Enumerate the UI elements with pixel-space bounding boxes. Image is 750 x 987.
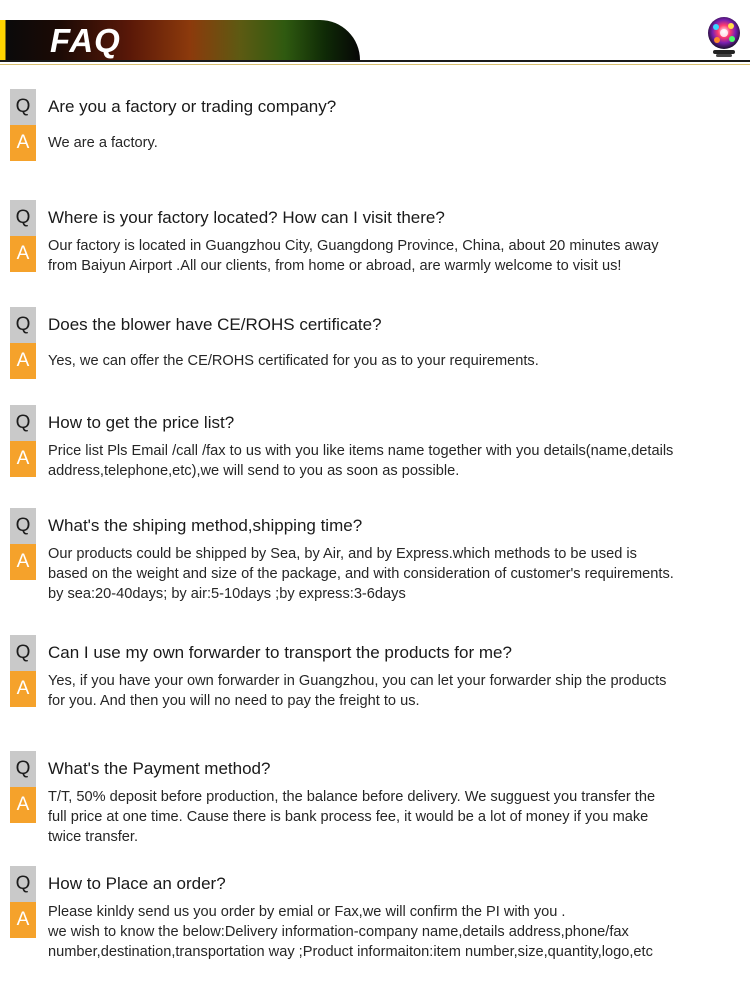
faq-answer [48, 787, 748, 847]
answer-badge: A [10, 787, 36, 823]
answer-badge: A [10, 236, 36, 272]
faq-answer-line: Our factory is located in Guangzhou City, Guangdong Province, China, about 20 minutes away [48, 238, 659, 254]
question-badge: Q [10, 405, 36, 441]
faq-answer-line: Please kinldy send us you order by emial or Fax,we will confirm the PI with you . [48, 904, 566, 920]
faq-answer-line: based on the weight and size of the package, and with consideration of customer's requirements. [48, 566, 674, 582]
faq-question-row [0, 405, 750, 441]
faq-answer-line: from Baiyun Airport .All our clients, from home or abroad, are warmly welcome to visit us! [48, 258, 622, 274]
answer-badge: A [10, 902, 36, 938]
faq-answer-line: We are a factory. [48, 135, 158, 151]
faq-question-row [0, 89, 750, 125]
question-badge: Q [10, 751, 36, 787]
faq-header [0, 0, 750, 70]
answer-badge: A [10, 125, 36, 161]
faq-question: Where is your factory located? How can I visit there? [48, 208, 445, 227]
faq-answer-line: full price at one time. Cause there is bank process fee, it would be a lot of money if you make [48, 809, 649, 825]
faq-question: How to get the price list? [48, 413, 235, 432]
faq-answer-line: Yes, we can offer the CE/ROHS certificated for you as to your requirements. [48, 353, 539, 369]
faq-answer-line: number,destination,transportation way ;Product informaiton:item number,size,quantity,logo,etc [48, 944, 653, 960]
faq-question: What's the shiping method,shipping time? [48, 516, 363, 535]
question-badge: Q [10, 508, 36, 544]
faq-question-row [0, 635, 750, 671]
faq-answer [48, 671, 748, 711]
faq-answer-line: address,telephone,etc),we will send to you as soon as possible. [48, 463, 460, 479]
faq-answer [48, 351, 748, 371]
question-badge: Q [10, 200, 36, 236]
question-badge: Q [10, 635, 36, 671]
faq-question: Can I use my own forwarder to transport the products for me? [48, 643, 512, 662]
faq-answer-line: by sea:20-40days; by air:5-10days ;by express:3-6days [48, 586, 406, 602]
answer-badge: A [10, 671, 36, 707]
faq-answer-line: we wish to know the below:Delivery information-company name,details address,phone/fax [48, 924, 629, 940]
faq-question-row [0, 307, 750, 343]
answer-badge: A [10, 343, 36, 379]
header-divider [0, 60, 750, 62]
faq-question-row [0, 200, 750, 236]
answer-badge: A [10, 544, 36, 580]
question-badge: Q [10, 89, 36, 125]
faq-answer-line: for you. And then you will no need to pay the freight to us. [48, 693, 420, 709]
faq-answer-line: Our products could be shipped by Sea, by Air, and by Express.which methods to be used is [48, 546, 637, 562]
faq-answer-line: Price list Pls Email /call /fax to us with you like items name together with you details(name,details [48, 443, 674, 459]
faq-question: Does the blower have CE/ROHS certificate? [48, 315, 382, 334]
faq-question-row [0, 508, 750, 544]
question-badge: Q [10, 307, 36, 343]
colorful-sphere-logo-icon [704, 14, 744, 60]
header-divider-accent [0, 64, 750, 65]
faq-answer [48, 236, 748, 276]
faq-question-row [0, 751, 750, 787]
faq-answer-line: T/T, 50% deposit before production, the balance before delivery. We sugguest you transfer the [48, 789, 656, 805]
faq-question: How to Place an order? [48, 874, 226, 893]
faq-answer [48, 544, 748, 604]
faq-answer [48, 902, 748, 962]
faq-question: Are you a factory or trading company? [48, 97, 337, 116]
faq-answer [48, 133, 748, 153]
faq-question: What's the Payment method? [48, 759, 271, 778]
page-title: FAQ [50, 22, 121, 59]
question-badge: Q [10, 866, 36, 902]
answer-badge: A [10, 441, 36, 477]
faq-question-row [0, 866, 750, 902]
faq-answer-line: twice transfer. [48, 829, 139, 845]
faq-answer-line: Yes, if you have your own forwarder in Guangzhou, you can let your forwarder ship the products [48, 673, 667, 689]
faq-answer [48, 441, 748, 481]
